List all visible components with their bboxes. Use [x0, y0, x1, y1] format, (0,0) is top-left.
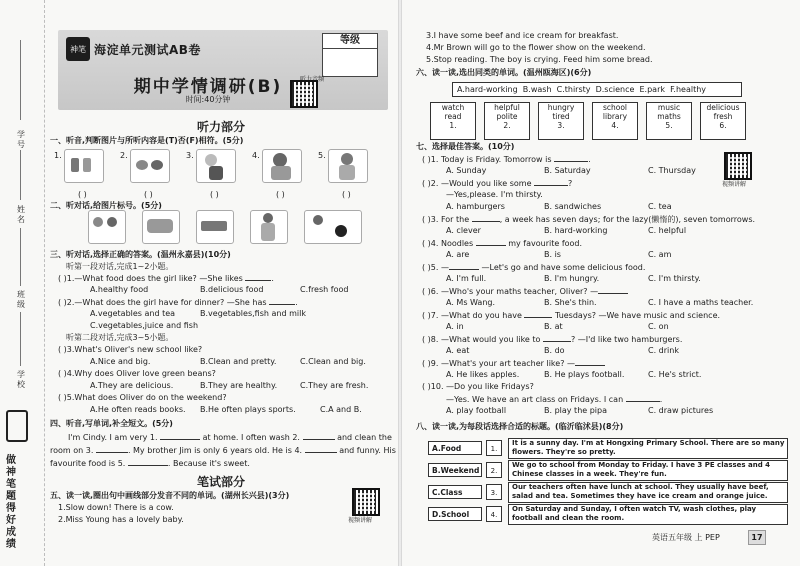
series-name: 海淀单元测试AB卷	[94, 42, 201, 57]
q1-picture-2: 2.	[120, 149, 172, 185]
q1-picture-4: 4.	[252, 149, 304, 185]
q8-num-1[interactable]: 1.	[486, 440, 502, 456]
q3-question-4: ( )4.Why does Oliver love green beans?	[58, 369, 216, 378]
q2-title: 二、听对话,给图片标号。(5分)	[50, 201, 162, 210]
q7-option[interactable]: A. clever	[446, 226, 481, 235]
q1-answer-slot[interactable]: ( )	[144, 190, 153, 199]
q7-option[interactable]: B. I'm hungry.	[544, 274, 600, 283]
q7-question-6: ( )6. —Who's your maths teacher, Oliver? —	[422, 285, 628, 297]
qr-caption: 听力音频	[299, 76, 324, 83]
q1-answer-slot[interactable]: ( )	[342, 190, 351, 199]
q7-question-2-reply: —Yes,please. I'm thirsty.	[446, 190, 543, 199]
q2-picture	[196, 210, 236, 246]
q3-option[interactable]: A.He often reads books.	[90, 405, 186, 414]
page-gutter	[398, 0, 402, 566]
q8-num-2[interactable]: 2.	[486, 462, 502, 478]
page-title: 期中学情调研(B)	[133, 77, 283, 97]
q8-label-food[interactable]: A.Food	[428, 441, 482, 455]
check-mark-icon	[6, 410, 28, 442]
qr-code-icon[interactable]	[290, 80, 318, 108]
q5-sentence-5[interactable]: 5.Stop reading. The boy is crying. Feed him some bread.	[426, 55, 653, 64]
q1-picture-5: 5.	[318, 149, 370, 185]
q7-option[interactable]: B. do	[544, 346, 565, 355]
q8-paragraph-4: On Saturday and Sunday, I often watch TV, wash clothes, play football and clean the room.	[508, 504, 788, 525]
q1-picture-1: 1.	[54, 149, 106, 185]
q5-sentence-3[interactable]: 3.I have some beef and ice cream for breakfast.	[426, 31, 619, 40]
q3-option[interactable]: C.vegetables,juice and fish	[90, 321, 199, 330]
q1-answer-slot[interactable]: ( )	[276, 190, 285, 199]
q6-box-4[interactable]: school library 4.	[592, 102, 638, 140]
q7-question-4: ( )4. Noodles my favourite food.	[422, 239, 583, 248]
q8-paragraph-1: It is a sunny day. I'm at Hongxing Primary School. There are so many flowers. They're so pretty.	[508, 438, 788, 459]
binding-line	[20, 40, 21, 120]
q3-option[interactable]: B.They are healthy.	[200, 381, 278, 390]
q2-picture	[304, 210, 364, 246]
title-banner	[58, 30, 388, 110]
q8-paragraph-3: Our teachers often have lunch at school. They usually have beef, salad and tea. Sometimes they have ice cream and orange juice.	[508, 482, 788, 503]
q7-option[interactable]: C. Thursday	[648, 166, 696, 175]
q7-option[interactable]: C. tea	[648, 202, 672, 211]
q7-question-9: ( )9. —What's your art teacher like? —	[422, 357, 605, 369]
q4-line-2: room on 3. . My brother Jim is only 6 years old. He is 4. and funny. His	[50, 446, 396, 455]
q7-option[interactable]: A. hamburgers	[446, 202, 505, 211]
q3-question-5: ( )5.What does Oliver do on the weekend?	[58, 393, 227, 402]
q4-line-1: I'm Cindy. I am very 1. at home. I often wash 2. and clean the	[68, 433, 392, 442]
q4-line-3: favourite food is 5. . Because it's sweet.	[50, 459, 250, 468]
q7-option[interactable]: C. helpful	[648, 226, 687, 235]
q5-sentence-1[interactable]: 1.Slow down! There is a cow.	[58, 503, 174, 512]
q7-option[interactable]: A. He likes apples.	[446, 370, 520, 379]
q2-picture	[88, 210, 128, 246]
q3-option[interactable]: A.They are delicious.	[90, 381, 174, 390]
q7-option[interactable]: C. draw pictures	[648, 406, 714, 415]
q7-option[interactable]: B. play the pipa	[544, 406, 608, 415]
student-id-label: 学号	[17, 130, 25, 149]
qr-code-icon[interactable]	[724, 152, 752, 180]
q3-title: 三、听对话,选择正确的答案。(温州永嘉县)(10分)	[50, 250, 231, 259]
q7-option[interactable]: A. eat	[446, 346, 470, 355]
q8-label-class[interactable]: C.Class	[428, 485, 482, 499]
qr-caption: 视频讲解	[722, 181, 747, 188]
q7-question-2: ( )2. —Would you like some ?	[422, 179, 573, 188]
q3-part1: 听第一段对话,完成1~2小题。	[66, 262, 174, 271]
q7-title: 七、选择最佳答案。(10分)	[416, 142, 515, 151]
q3-question-1: ( )1.—What food does the girl like? —She likes .	[58, 274, 274, 283]
q3-option[interactable]: C.They are fresh.	[300, 381, 369, 390]
q3-option[interactable]: B.He often plays sports.	[200, 405, 296, 414]
left-page	[48, 0, 394, 566]
q7-question-3: ( )3. For the , a week has seven days; for the lazy(懒惰的), seven tomorrows.	[422, 215, 756, 224]
q7-option[interactable]: A. play football	[446, 406, 507, 415]
q7-option[interactable]: C. on	[648, 322, 669, 331]
grade-box	[322, 33, 378, 77]
q8-title: 八、读一读,为每段话选择合适的标题。(临沂临沭县)(8分)	[416, 422, 624, 431]
q7-option[interactable]: B. He plays football.	[544, 370, 625, 379]
q8-num-3[interactable]: 3.	[486, 484, 502, 500]
q7-option[interactable]: C. I'm thirsty.	[648, 274, 701, 283]
binding-slogan: 做神笔题 得好成绩	[6, 455, 16, 550]
page-number: 17	[748, 530, 766, 545]
q5-sentence-4[interactable]: 4.Mr Brown will go to the flower show on the weekend.	[426, 43, 646, 52]
binding-line	[20, 228, 21, 286]
q6-word-bank: A.hard-working B.wash C.thirsty D.science E.park F.healthy	[452, 82, 742, 97]
q7-option[interactable]: C. I have a maths teacher.	[648, 298, 754, 307]
q6-box-5[interactable]: music maths 5.	[646, 102, 692, 140]
q8-label-school[interactable]: D.School	[428, 507, 482, 521]
q3-option[interactable]: A.vegetables and tea	[90, 309, 176, 318]
q2-pictures	[88, 210, 388, 244]
name-label: 姓名	[17, 205, 25, 224]
footer-text: 英语五年级 上 PEP	[652, 533, 720, 542]
q7-option[interactable]: B. She's thin.	[544, 298, 597, 307]
q3-option[interactable]: C.fresh food	[300, 285, 349, 294]
q8-paragraph-2: We go to school from Monday to Friday. I have 3 PE classes and 4 Chinese classes in a week. They're fun.	[508, 460, 788, 481]
time-limit: 时间:40分钟	[185, 95, 231, 104]
q3-option[interactable]: C.A and B.	[320, 405, 362, 414]
class-label: 班级	[17, 290, 25, 309]
q7-option[interactable]: A. in	[446, 322, 464, 331]
q3-option[interactable]: B.Clean and pretty.	[200, 357, 277, 366]
qr-code-icon[interactable]	[352, 488, 380, 516]
listening-heading: 听力部分	[196, 120, 245, 134]
brand	[66, 37, 201, 61]
q7-question-5: ( )5. — —Let's go and have some delicious food.	[422, 263, 646, 272]
q3-option[interactable]: B.vegetables,fish and milk	[200, 309, 306, 318]
q7-option[interactable]: B. Saturday	[544, 166, 591, 175]
q6-box-2[interactable]: helpful polite 2.	[484, 102, 530, 140]
q7-option[interactable]: A. Ms Wang.	[446, 298, 496, 307]
q3-option[interactable]: A.healthy food	[90, 285, 149, 294]
q4-title: 四、听音,写单词,补全短文。(5分)	[50, 419, 173, 428]
q7-question-8: ( )8. —What would you like to ? —I'd like two hamburgers.	[422, 335, 683, 344]
q3-part2: 听第二段对话,完成3~5小题。	[66, 333, 174, 342]
q7-option[interactable]: B. is	[544, 250, 561, 259]
binding-strip	[0, 0, 45, 566]
q7-option[interactable]: A. are	[446, 250, 470, 259]
q7-question-10-reply: —Yes. We have an art class on Fridays. I can .	[446, 395, 663, 404]
q1-title: 一、听音,判断图片与所听内容是(T)否(F)相符。(5分)	[50, 136, 244, 145]
q3-question-3: ( )3.What's Oliver's new school like?	[58, 345, 203, 354]
grade-label: 等级	[323, 34, 377, 49]
q7-option[interactable]: B. hard-working	[544, 226, 608, 235]
q8-num-4[interactable]: 4.	[486, 506, 502, 522]
q6-box-6[interactable]: delicious fresh 6.	[700, 102, 746, 140]
q1-answer-slot[interactable]: ( )	[78, 190, 87, 199]
q7-option[interactable]: C. drink	[648, 346, 679, 355]
q7-question-1: ( )1. Today is Friday. Tomorrow is .	[422, 155, 591, 164]
brand-logo-icon: 神笔	[66, 37, 90, 61]
q5-sentence-2[interactable]: 2.Miss Young has a lovely baby.	[58, 515, 184, 524]
q6-box-1[interactable]: watch read 1.	[430, 102, 476, 140]
q2-picture	[142, 210, 182, 246]
q7-question-10: ( )10. —Do you like Fridays?	[422, 382, 534, 391]
q7-option[interactable]: B. sandwiches	[544, 202, 602, 211]
right-page	[412, 0, 790, 566]
q1-picture-3: 3.	[186, 149, 238, 185]
q1-pictures	[54, 149, 384, 187]
binding-line	[20, 150, 21, 200]
writing-heading: 笔试部分	[196, 475, 245, 489]
q7-option[interactable]: C. am	[648, 250, 672, 259]
q5-title: 五、读一读,圈出句中画线部分发音不同的单词。(湖州长兴县)(3分)	[50, 491, 290, 500]
q6-title: 六、读一读,选出同类的单词。(温州瓯海区)(6分)	[416, 68, 592, 77]
school-label: 学校	[17, 370, 25, 389]
q3-question-2: ( )2.—What does the girl have for dinner? —She has .	[58, 298, 298, 307]
q7-option[interactable]: C. He's strict.	[648, 370, 702, 379]
q3-option[interactable]: C.Clean and big.	[300, 357, 366, 366]
q3-option[interactable]: B.delicious food	[200, 285, 264, 294]
q8-label-weekend[interactable]: B.Weekend	[428, 463, 482, 477]
q7-option[interactable]: A. Sunday	[446, 166, 487, 175]
q6-box-3[interactable]: hungry tired 3.	[538, 102, 584, 140]
q1-answer-slot[interactable]: ( )	[210, 190, 219, 199]
q3-option[interactable]: A.Nice and big.	[90, 357, 151, 366]
binding-line	[20, 312, 21, 366]
q7-option[interactable]: A. I'm full.	[446, 274, 487, 283]
qr-caption: 视频讲解	[348, 517, 373, 524]
q7-option[interactable]: B. at	[544, 322, 563, 331]
q2-picture	[250, 210, 290, 246]
q7-question-7: ( )7. —What do you have Tuesdays? —We have music and science.	[422, 311, 721, 320]
